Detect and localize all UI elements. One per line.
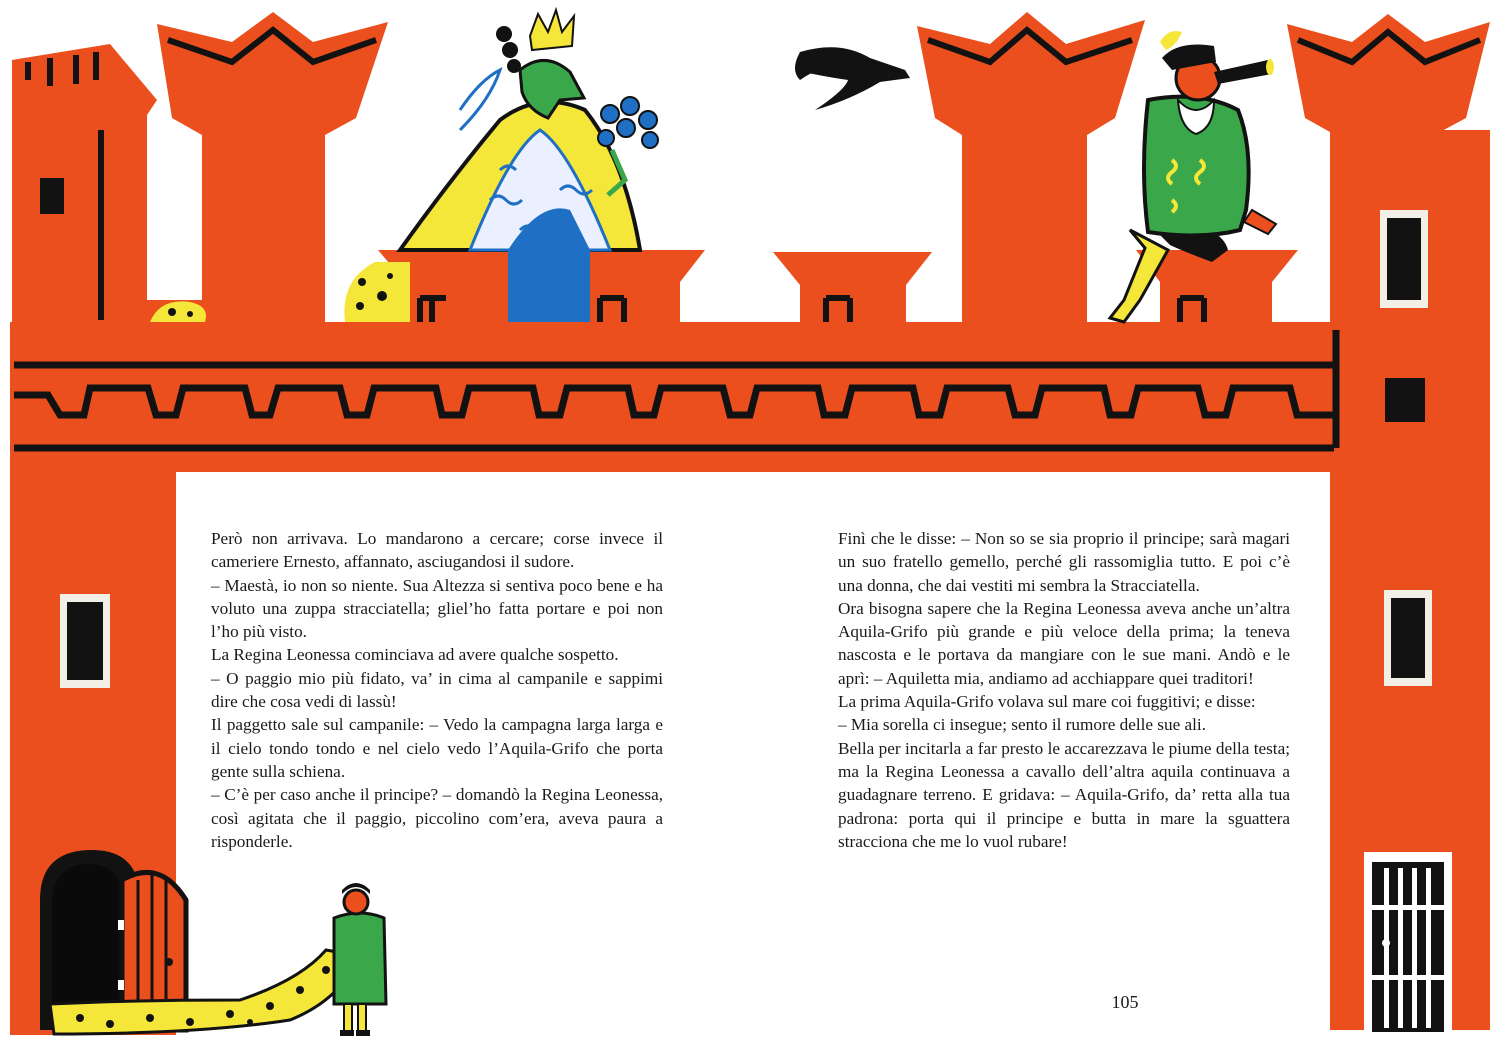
paragraph: – Maestà, io non so niente. Sua Altezza si sentiva poco bene e ha voluto una zuppa stracciatella; gliel’ho fatta portare e poi non l’ho più visto. — [211, 575, 663, 642]
paragraph: La Regina Leonessa cominciava ad avere qualche sospetto. — [211, 645, 619, 665]
paragraph: – Mia sorella ci insegue; sento il rumore delle sue ali. — [838, 715, 1206, 735]
castle-icon — [10, 12, 1490, 1035]
paragraph: Ora bisogna sapere che la Regina Leonessa aveva anche un’altra Aquila-Grifo più grande e più veloce della prima; la teneva nascosta e le portava da mangiare con le sue mani. Andò e le aprì: – Aquiletta mia, andiamo ad acchiappare quei traditori! — [838, 598, 1290, 688]
paragraph: Bella per incitarla a far presto le accarezzava le piume della testa; ma la Regina Leonessa a cavallo dell’altra aquila continuava a guadagnare terreno. E gridava: – Aquila-Grifo, da’ retta alla tua padrona: porta qui il principe e butta in mare la sguattera stracciona che me lo vuol rubare! — [838, 738, 1290, 851]
paragraph: – C’è per caso anche il principe? – domandò la Regina Leonessa, così agitata che il paggio, piccolino com’era, aveva paura a risponderle. — [211, 785, 663, 851]
paragraph: Finì che le disse: – Non so se sia proprio il principe; sarà magari un suo fratello gemello, perché gli rassomiglia tutto. E poi c’è una donna, che dai vestiti mi sembra la Stracciatella. — [838, 529, 1290, 595]
right-text-column — [838, 527, 1290, 853]
page-number: 105 — [1111, 992, 1139, 1012]
paragraph: – O paggio mio più fidato, va’ in cima al campanile e sappimi dire che cosa vedi di lassù! — [211, 668, 663, 712]
barred-gate-icon — [1364, 852, 1452, 1032]
paragraph: Però non arrivava. Lo mandarono a cercare; corse invece il cameriere Ernesto, affannato, asciugandosi il sudore. — [211, 529, 663, 572]
swallow-bird-icon — [795, 47, 910, 110]
paragraph: Il paggetto sale sul campanile: – Vedo la campagna larga larga e il cielo tondo tondo e nel cielo vedo l’Aquila-Grifo che porta gente sulla schiena. — [211, 715, 663, 781]
paragraph: La prima Aquila-Grifo volava sul mare coi fuggitivi; e disse: — [838, 692, 1256, 712]
left-text-column — [211, 527, 663, 853]
